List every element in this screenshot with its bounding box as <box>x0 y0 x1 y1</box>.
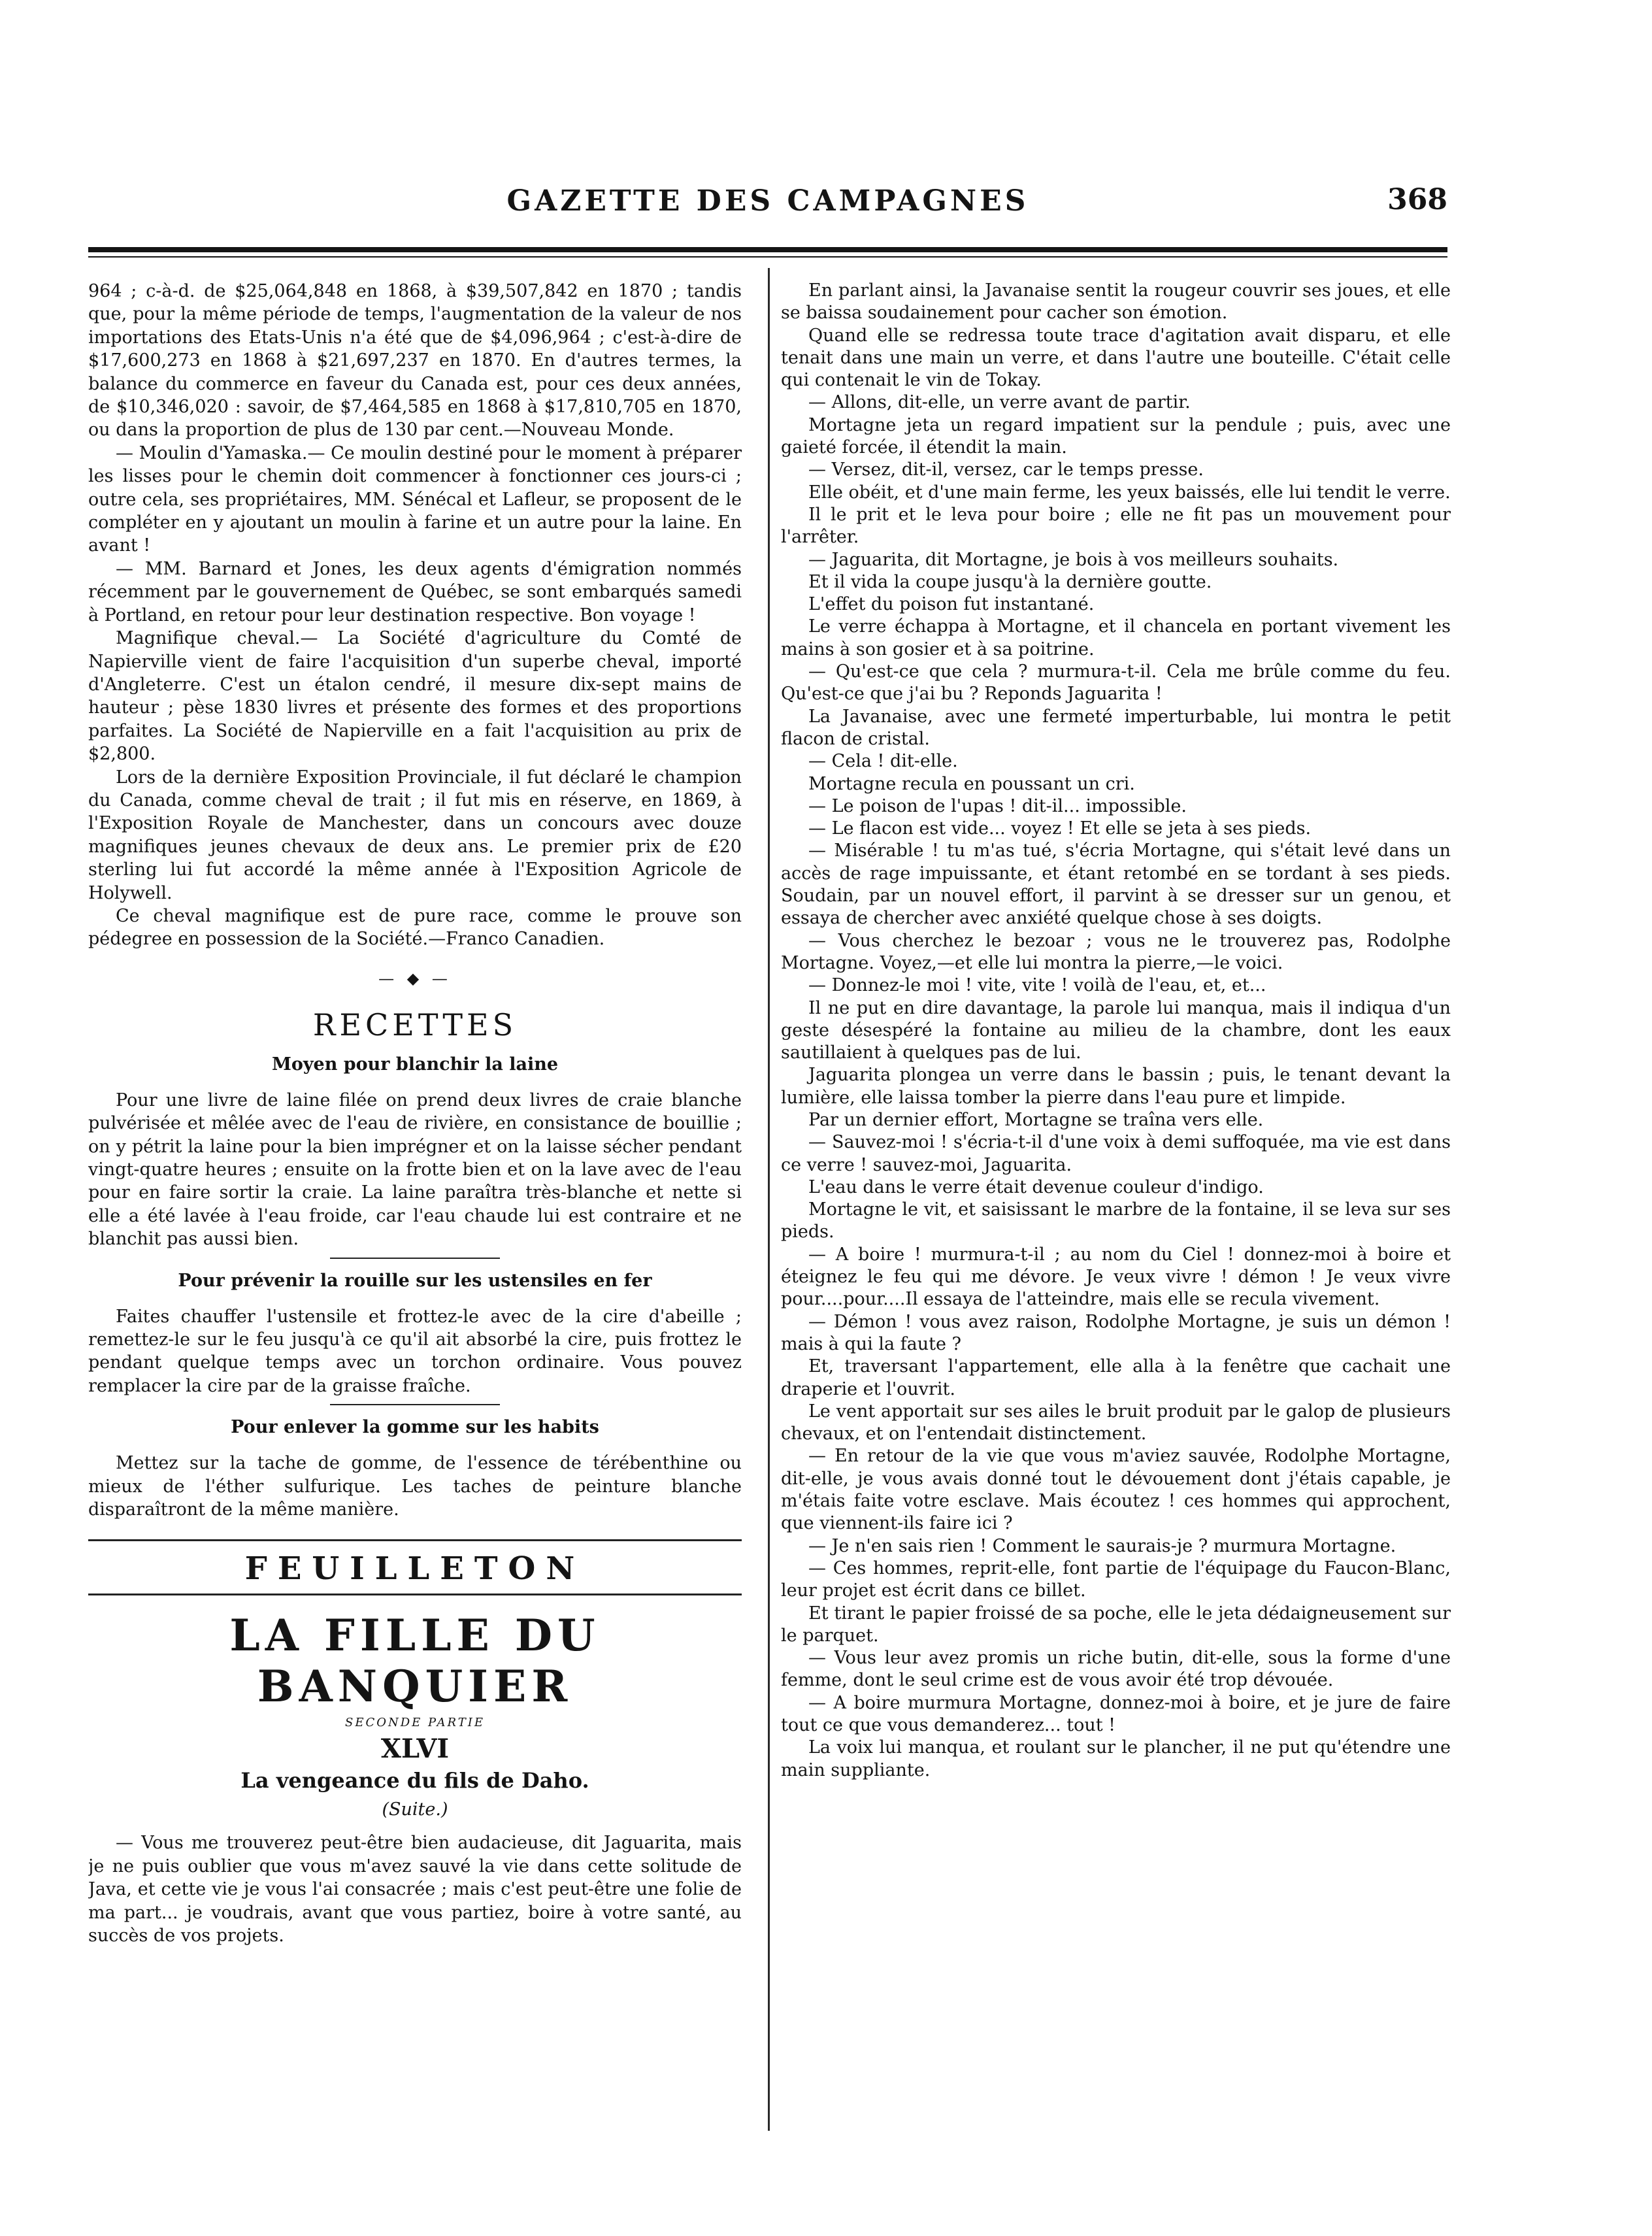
recipe-title: Pour prévenir la rouille sur les ustensiles en fer <box>178 1270 652 1291</box>
news-paragraph: 964 ; c-à-d. de $25,064,848 en 1868, à $39,507,842 en 1870 ; tandis que, pour la même période de temps, l'augmentation de la valeur de nos importations des Etats-Unis n'a été que de $4,096,964 ; c'est-à-dire de $17,600,273 en 1868 à $21,697,237 en 1870. En d'autres termes, la balance du commerce en faveur du Canada est, pour ces deux années, de $10,346,020 : savoir, de $7,464,585 en 1868 à $17,810,705 en 1870, ou dans la proportion de plus de 130 par cent.—Nouveau Monde. <box>88 281 742 441</box>
story-paragraph: — Je n'en sais rien ! Comment le saurais-je ? murmura Mortagne. <box>808 1535 1396 1556</box>
story-paragraph: En parlant ainsi, la Javanaise sentit la rougeur couvrir ses joues, et elle se baissa soudainement pour cacher son émotion. <box>781 280 1451 324</box>
story-paragraph: Mortagne le vit, et saisissant le marbre de la fontaine, il se leva sur ses pieds. <box>781 1199 1451 1243</box>
novel-part: SECONDE PARTIE <box>345 1716 485 1730</box>
story-paragraph: Le vent apportait sur ses ailes le bruit produit par le galop de plusieurs chevaux, et on l'entendait distinctement. <box>781 1401 1451 1444</box>
story-paragraph: Par un dernier effort, Mortagne se traîna vers elle. <box>808 1109 1264 1130</box>
news-paragraph: Lors de la dernière Exposition Provinciale, il fut déclaré le champion du Canada, comme cheval de trait ; il fut mis en réserve, en 1869, à l'Exposition Royale de Manchester, dans un concours avec douze magnifiques jeunes chevaux de deux ans. Le premier prix de £20 sterling lui fut accordé la même année à l'Exposition Agricole de Holywell. <box>88 767 742 903</box>
suite-label: (Suite.) <box>382 1799 448 1820</box>
story-paragraph: La Javanaise, avec une fermeté imperturbable, lui montra le petit flacon de cristal. <box>781 706 1451 749</box>
story-paragraph: Et, traversant l'appartement, elle alla à la fenêtre que cachait une draperie et l'ouvrit. <box>781 1356 1451 1399</box>
masthead-rule-thick <box>88 247 1447 252</box>
chapter-number: XLVI <box>380 1733 450 1765</box>
masthead <box>88 175 1447 234</box>
story-paragraph: — Misérable ! tu m'as tué, s'écria Mortagne, qui s'était levé dans un accès de rage impuissante, et étant retombé en se tordant à ses pieds. Soudain, par un nouvel effort, il parvint à se dresser sur un genou, et essaya de chercher avec anxiété quelque chose à ses doigts. <box>781 841 1451 929</box>
news-paragraph: — Moulin d'Yamaska.— Ce moulin destiné pour le moment à préparer les lisses pour le chemin doit commencer à fonctionner ces jours-ci ; outre cela, ses propriétaires, MM. Sénécal et Lafleur, se proposent de le compléter en y ajoutant un moulin à farine et un autre pour la laine. En avant ! <box>88 442 742 556</box>
news-paragraph: Ce cheval magnifique est de pure race, comme le prouve son pédegree en possession de la Société.—Franco Canadien. <box>88 905 742 950</box>
recipe-title: Pour enlever la gomme sur les habits <box>231 1417 599 1438</box>
story-paragraph: L'eau dans le verre était devenue couleur d'indigo. <box>808 1176 1264 1197</box>
story-paragraph: Il le prit et le leva pour boire ; elle ne fit pas un mouvement pour l'arrêter. <box>781 504 1451 548</box>
story-paragraph: — Ces hommes, reprit-elle, font partie de l'équipage du Faucon-Blanc, leur projet est écrit dans ce billet. <box>781 1558 1451 1601</box>
column-divider <box>768 268 770 2131</box>
story-paragraph: — Vous leur avez promis un riche butin, dit-elle, sous la forme d'une femme, dont le seul crime est de vous avoir été trop dévouée. <box>781 1648 1451 1691</box>
story-paragraph: — Démon ! vous avez raison, Rodolphe Mortagne, je suis un démon ! mais à qui la faute ? <box>781 1311 1451 1354</box>
right-column <box>781 280 1451 2162</box>
recipe-separator <box>330 1258 500 1259</box>
story-paragraph: — A boire murmura Mortagne, donnez-moi à boire, et je jure de faire tout ce que vous demanderez... tout ! <box>781 1692 1451 1735</box>
story-paragraph: Jaguarita plongea un verre dans le bassin ; puis, le tenant devant la lumière, elle laissa tomber la pierre dans l'eau pure et limpide. <box>781 1065 1451 1108</box>
recipe-title: Moyen pour blanchir la laine <box>271 1054 559 1075</box>
story-paragraph: — En retour de la vie que vous m'aviez sauvée, Rodolphe Mortagne, dit-elle, je vous avais donné tout le dévouement dont j'étais capable, je m'étais faite votre esclave. Mais écoutez ! ces hommes qui approchent, que viennent-ils faire ici ? <box>781 1446 1451 1534</box>
story-paragraph: Elle obéit, et d'une main ferme, les yeux baissés, elle lui tendit le verre. <box>808 482 1451 503</box>
recipe-text: Pour une livre de laine filée on prend deux livres de craie blanche pulvérisée et mêlée avec de l'eau de rivière, en consistance de bouillie ; on y pétrit la laine pour la bien imprégner et on la laisse sécher pendant vingt-quatre heures ; ensuite on la frotte bien et on la lave avec de l'eau pour en faire sortir la craie. La laine paraîtra très-blanche et nette si elle a été lavée à l'eau froide, car l'eau chaude lui est contraire et ne blanchit pas aussi bien. <box>88 1090 742 1250</box>
story-paragraph: Et tirant le papier froissé de sa poche, elle le jeta dédaigneusement sur le parquet. <box>781 1603 1451 1646</box>
page-number: 368 <box>1387 183 1447 216</box>
recettes-heading: RECETTES <box>312 1007 518 1043</box>
story-paragraph: — Allons, dit-elle, un verre avant de partir. <box>808 392 1191 413</box>
story-paragraph: Quand elle se redressa toute trace d'agitation avait disparu, et elle tenait dans une main un verre, et dans l'autre une bouteille. C'était celle qui contenait le vin de Tokay. <box>781 325 1451 391</box>
story-paragraph: — A boire ! murmura-t-il ; au nom du Ciel ! donnez-moi à boire et éteignez le feu qui me dévore. Je veux vivre ! démon ! Je veux vivre pour....pour....Il essaya de l'atteindre, mais elle se recula vivement. <box>781 1244 1451 1310</box>
story-paragraph: La voix lui manqua, et roulant sur le plancher, il ne put qu'étendre une main suppliante. <box>781 1737 1451 1780</box>
masthead-title: GAZETTE DES CAMPAGNES <box>506 184 1029 218</box>
recipe-text: Mettez sur la tache de gomme, de l'essence de térébenthine ou mieux de l'éther sulfurique. Les taches de peinture blanche disparaîtront de la même manière. <box>88 1453 742 1520</box>
story-paragraph: — Le poison de l'upas ! dit-il... impossible. <box>808 795 1187 816</box>
section-rule <box>88 1594 742 1595</box>
recipe-text: Faites chauffer l'ustensile et frottez-le avec de la cire d'abeille ; remettez-le sur le feu jusqu'à ce qu'il ait absorbé la cire, puis frottez le pendant quelque temps avec un torchon ordinaire. Vous pouvez remplacer la cire par de la graisse fraîche. <box>88 1306 742 1396</box>
story-paragraph: Il ne put en dire davantage, la parole lui manqua, mais il indiqua d'un geste désespéré la fontaine au milieu de la chambre, dont les eaux sautillaient à quelques pas de lui. <box>781 997 1451 1063</box>
news-paragraph: — MM. Barnard et Jones, les deux agents d'émigration nommés récemment par le gouvernement de Québec, se sont embarqués samedi à Portland, en retour pour leur destination respective. Bon voyage ! <box>88 558 742 626</box>
novel-title: LA FILLE DU BANQUIER <box>229 1610 601 1712</box>
story-paragraph: — Le flacon est vide... voyez ! Et elle se jeta à ses pieds. <box>808 818 1312 839</box>
masthead-rule-thin <box>88 256 1447 258</box>
story-paragraph: — Cela ! dit-elle. <box>808 751 958 772</box>
recipe-separator <box>330 1404 500 1405</box>
story-paragraph: — Qu'est-ce que cela ? murmura-t-il. Cela me brûle comme du feu. Qu'est-ce que j'ai bu ? Reponds Jaguarita ! <box>781 661 1451 705</box>
left-column <box>88 280 742 2162</box>
news-paragraph: Magnifique cheval.— La Société d'agriculture du Comté de Napierville vient de faire l'acquisition d'un superbe cheval, importé d'Angleterre. C'est un étalon cendré, il mesure dix-sept mains de hauteur ; pèse 1830 livres et présente des formes et des proportions parfaites. La Société de Napierville en a fait l'acquisition au prix de $2,800. <box>88 628 742 765</box>
chapter-title: La vengeance du fils de Daho. <box>240 1768 589 1794</box>
story-paragraph: — Donnez-le moi ! vite, vite ! voilà de l'eau, et, et... <box>808 975 1266 996</box>
story-paragraph: — Jaguarita, dit Mortagne, je bois à vos meilleurs souhaits. <box>808 549 1339 570</box>
story-paragraph: — Versez, dit-il, versez, car le temps presse. <box>808 459 1204 480</box>
feuilleton-heading: FEUILLETON <box>244 1550 586 1588</box>
story-paragraph: Mortagne jeta un regard impatient sur la pendule ; puis, avec une gaieté forcée, il étendit la main. <box>781 414 1451 458</box>
story-paragraph: Et il vida la coupe jusqu'à la dernière goutte. <box>808 571 1212 592</box>
story-paragraph: — Vous cherchez le bezoar ; vous ne le trouverez pas, Rodolphe Mortagne. Voyez,—et elle lui montra la pierre,—le voici. <box>781 930 1451 973</box>
fleuron-ornament: — ◆ — <box>378 969 452 988</box>
section-rule <box>88 1539 742 1541</box>
story-paragraph: — Sauvez-moi ! s'écria-t-il d'une voix à demi suffoquée, ma vie est dans ce verre ! sauvez-moi, Jaguarita. <box>781 1132 1451 1175</box>
story-paragraph: L'effet du poison fut instantané. <box>808 594 1095 615</box>
story-paragraph: — Vous me trouverez peut-être bien audacieuse, dit Jaguarita, mais je ne puis oublier que vous m'avez sauvé la vie dans cette solitude de Java, et cette vie je vous l'ai consacrée ; mais c'est peut-être une folie de ma part... je voudrais, avant que vous partiez, boire à votre santé, au succès de vos projets. <box>88 1833 742 1946</box>
story-paragraph: Le verre échappa à Mortagne, et il chancela en portant vivement les mains à son gosier et à sa poitrine. <box>781 616 1451 659</box>
story-paragraph: Mortagne recula en poussant un cri. <box>808 773 1135 794</box>
